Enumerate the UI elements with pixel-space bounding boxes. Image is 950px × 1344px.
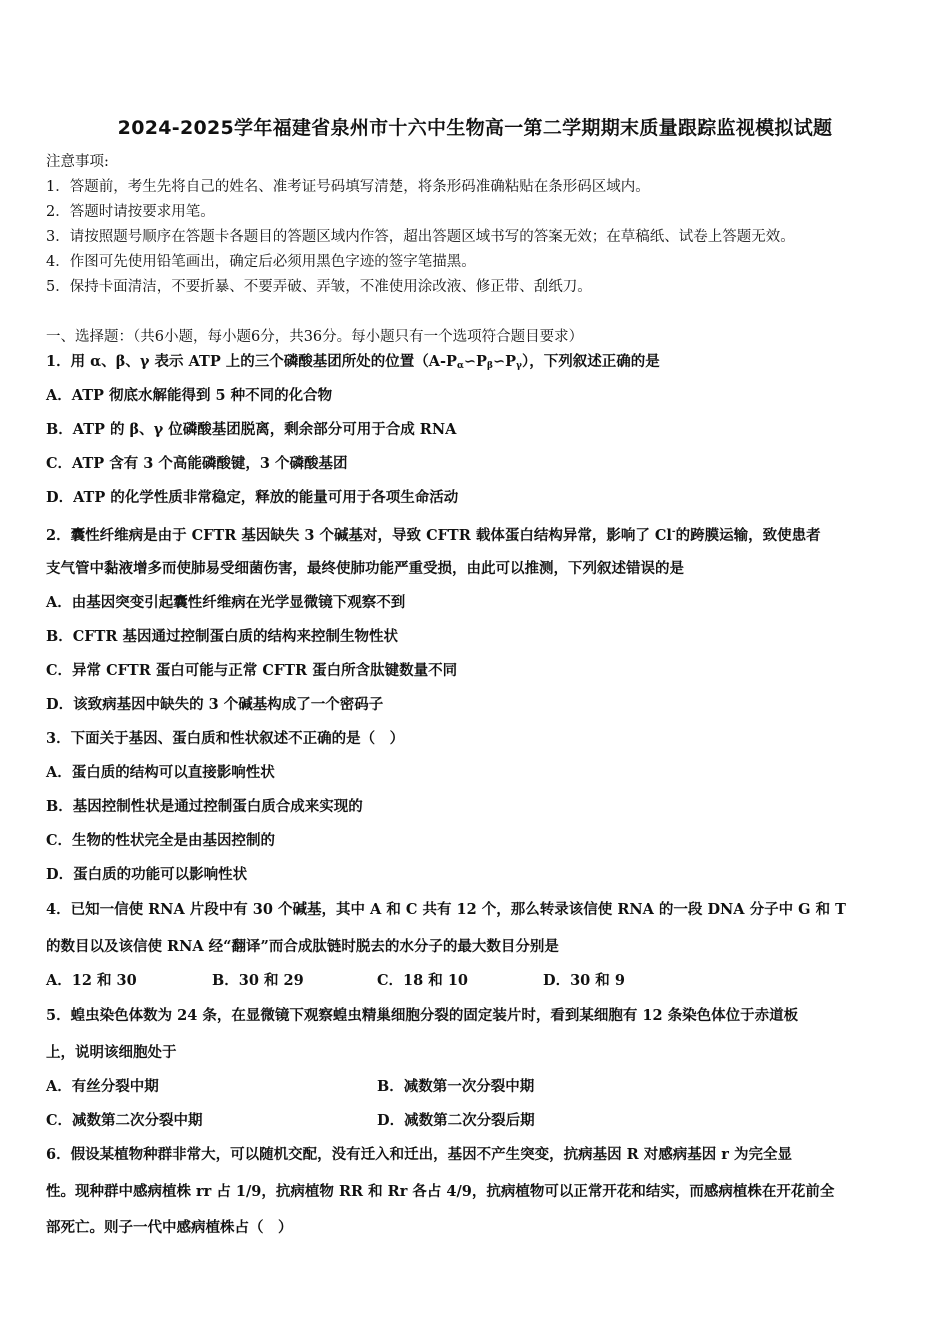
q1-option-c: C．ATP 含有 3 个高能磷酸键，3 个磷酸基团 [46, 455, 348, 472]
q3-option-c: C．生物的性状完全是由基因控制的 [46, 832, 276, 849]
question-5-stem-cont: 上，说明该细胞处于 [46, 1044, 177, 1061]
question-3-stem: 3．下面关于基因、蛋白质和性状叙述不正确的是（ ） [46, 730, 405, 747]
q4-option-b: B．30 和 29 [212, 972, 304, 989]
q5-option-c: C．减数第二次分裂中期 [46, 1112, 203, 1129]
q2-option-c: C．异常 CFTR 蛋白可能与正常 CFTR 蛋白所含肽键数量不同 [46, 662, 458, 679]
question-6-stem-cont: 性。现种群中感病植株 rr 占 1/9，抗病植物 RR 和 Rr 各占 4/9，抗病植物可以正常开花和结实，而感病植株在开花前全 [46, 1183, 835, 1200]
q5-option-d: D．减数第二次分裂后期 [377, 1112, 535, 1129]
q1-option-b: B．ATP 的 β、γ 位磷酸基团脱离，剩余部分可用于合成 RNA [46, 421, 457, 438]
notice-item: 3．请按照题号顺序在答题卡各题目的答题区域内作答，超出答题区域书写的答案无效；在草稿纸、试卷上答题无效。 [46, 229, 795, 245]
q2-line1-post: 的跨膜运输，致使患者 [675, 527, 821, 544]
notice-item: 2．答题时请按要求用笔。 [46, 204, 215, 220]
q4-option-d: D．30 和 9 [543, 972, 625, 989]
q1-stem-pre: 1．用 α、β、γ 表示 ATP 上的三个磷酸基团所处的位置（A-P [46, 353, 457, 370]
question-2-stem [46, 522, 821, 546]
q5-option-a: A．有丝分裂中期 [46, 1078, 159, 1095]
q3-option-b: B．基因控制性状是通过控制蛋白质合成来实现的 [46, 798, 363, 815]
q1-stem-mid1: ∽P [463, 353, 487, 370]
q1-sub-gamma: γ [516, 361, 522, 371]
question-6-stem: 6．假设某植物种群非常大，可以随机交配，没有迁入和迁出，基因不产生突变，抗病基因 R 对感病基因 r 为完全显 [46, 1146, 792, 1163]
q1-option-a: A．ATP 彻底水解能得到 5 种不同的化合物 [46, 387, 333, 404]
notice-item: 4．作图可先使用铅笔画出，确定后必须用黑色字迹的签字笔描黑。 [46, 254, 476, 270]
question-1-stem [46, 352, 660, 376]
q4-option-c: C．18 和 10 [377, 972, 468, 989]
notice-item: 5．保持卡面清洁，不要折暴、不要弄破、弄皱，不准使用涂改液、修正带、刮纸刀。 [46, 279, 592, 295]
question-4-stem-cont: 的数目以及该信使 RNA 经“翻译”而合成肽链时脱去的水分子的最大数目分别是 [46, 938, 559, 955]
q1-sub-alpha: α [456, 361, 464, 371]
q3-option-d: D．蛋白质的功能可以影响性状 [46, 866, 248, 883]
q1-sub-beta: β [486, 361, 493, 371]
question-2-stem-cont: 支气管中黏液增多而使肺易受细菌伤害，最终使肺功能严重受损，由此可以推测，下列叙述错误的是 [46, 560, 684, 577]
q2-sup: - [671, 527, 676, 537]
q1-stem-post: ），下列叙述正确的是 [521, 353, 660, 370]
q2-option-d: D．该致病基因中缺失的 3 个碱基构成了一个密码子 [46, 696, 384, 713]
q1-stem-mid2: ∽P [492, 353, 517, 370]
section-heading: 一、选择题：（共6小题，每小题6分，共36分。每小题只有一个选项符合题目要求） [46, 329, 584, 345]
q5-option-b: B．减数第一次分裂中期 [377, 1078, 535, 1095]
q1-option-d: D．ATP 的化学性质非常稳定，释放的能量可用于各项生命活动 [46, 489, 459, 506]
question-5-stem: 5．蝗虫染色体数为 24 条，在显微镜下观察蝗虫精巢细胞分裂的固定装片时，看到某细胞有 12 条染色体位于赤道板 [46, 1007, 799, 1024]
notice-item: 1．答题前，考生先将自己的姓名、准考证号码填写清楚，将条形码准确粘贴在条形码区域内。 [46, 179, 650, 195]
question-6-stem-end: 部死亡。则子一代中感病植株占（ ） [46, 1219, 293, 1236]
q2-option-a: A．由基因突变引起囊性纤维病在光学显微镜下观察不到 [46, 594, 406, 611]
notice-heading: 注意事项: [46, 154, 109, 170]
q2-option-b: B．CFTR 基因通过控制蛋白质的结构来控制生物性状 [46, 628, 398, 645]
question-4-stem: 4．已知一信使 RNA 片段中有 30 个碱基，其中 A 和 C 共有 12 个，那么转录该信使 RNA 的一段 DNA 分子中 G 和 T [46, 901, 846, 918]
q4-option-a: A．12 和 30 [46, 972, 137, 989]
page-title: 2024-2025学年福建省泉州市十六中生物高一第二学期期末质量跟踪监视模拟试题 [117, 117, 833, 139]
q3-option-a: A．蛋白质的结构可以直接影响性状 [46, 764, 275, 781]
q2-line1-pre: 2．囊性纤维病是由于 CFTR 基因缺失 3 个碱基对，导致 CFTR 载体蛋白结构异常，影响了 Cl [46, 527, 672, 544]
